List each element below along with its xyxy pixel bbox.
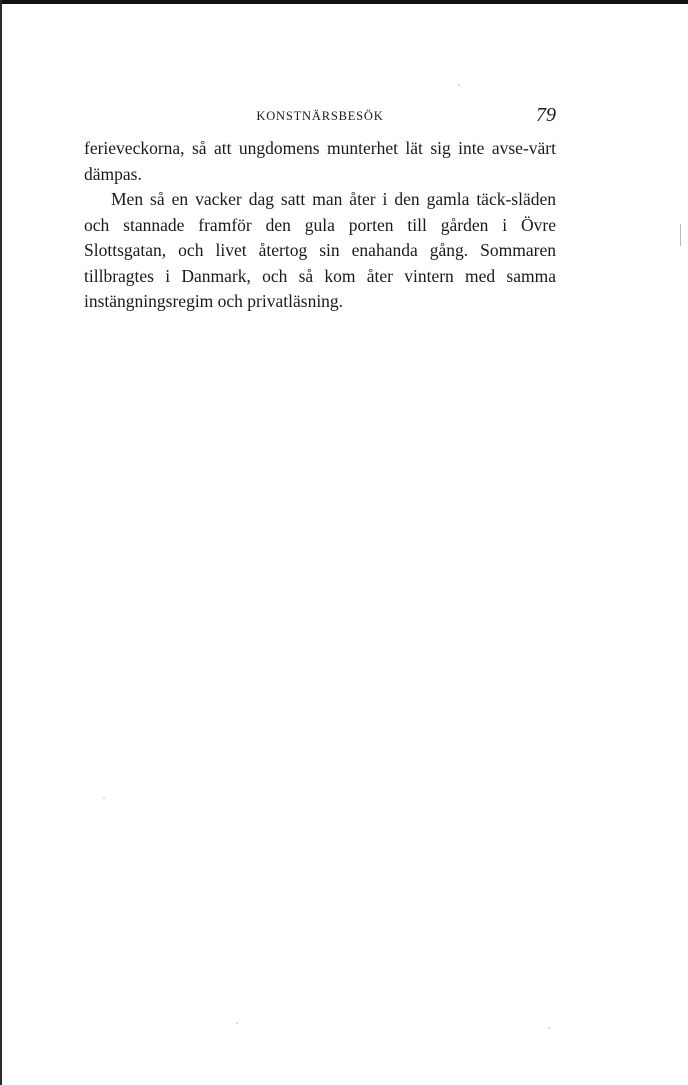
margin-mark [680, 224, 681, 246]
page-number: 79 [536, 104, 556, 126]
running-title: KONSTNÄRSBESÖK [256, 109, 384, 123]
scan-left-border [0, 0, 2, 1086]
paragraph-2: Men så en vacker dag satt man åter i den gamla täck-släden och stannade framför den gula porten till gården i Övre Slottsgatan, och livet återtog sin enahanda gång. Sommaren tillbragtes i Danmark, och så kom åter vintern med samma instängningsregim och privatläsning. [84, 189, 556, 311]
paragraph-1: ferieveckorna, så att ungdomens munterhet lät sig inte avse-värt dämpas. [84, 138, 556, 184]
running-head [84, 104, 556, 128]
scan-speck [103, 797, 105, 799]
scan-speck [236, 1022, 238, 1024]
scan-speck [548, 1027, 550, 1029]
body-text [84, 136, 556, 315]
scan-top-border [0, 0, 688, 4]
scan-speck [458, 84, 460, 86]
